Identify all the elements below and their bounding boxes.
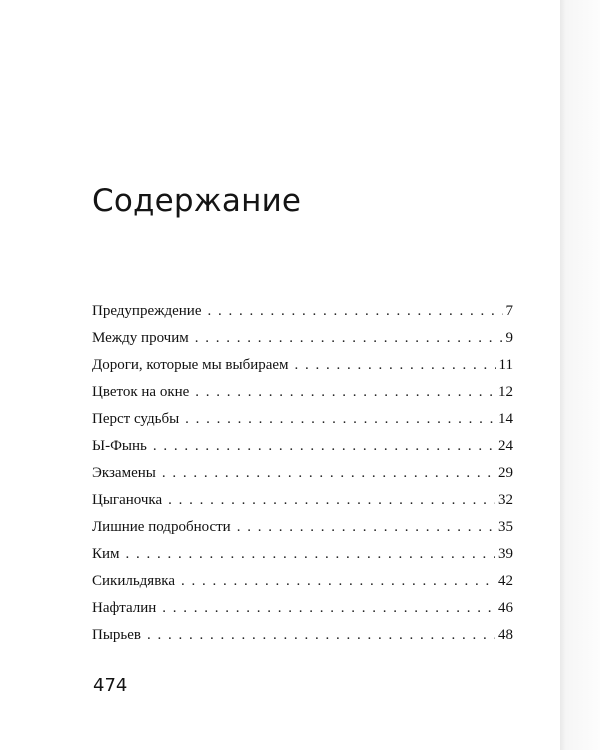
toc-entry	[92, 382, 513, 409]
toc-entry-title: Лишние подробности	[92, 519, 231, 535]
toc-entry-page: 11	[498, 357, 513, 373]
toc-entry-title: Между прочим	[92, 330, 189, 346]
page-number: 474	[93, 675, 128, 696]
toc-entry-page: 32	[498, 492, 513, 508]
toc-entry-title: Пырьев	[92, 627, 141, 643]
dot-leader	[295, 355, 496, 375]
toc-entry-title: Цыганочка	[92, 492, 163, 508]
toc-entry-page: 39	[498, 546, 513, 562]
dot-leader	[153, 436, 495, 456]
toc-entry-page: 35	[498, 519, 513, 535]
dot-leader	[195, 328, 503, 348]
toc-entry-title: Цветок на окне	[92, 384, 190, 400]
dot-leader	[147, 625, 495, 645]
toc-entry-page: 48	[498, 627, 513, 643]
dot-leader	[195, 382, 495, 402]
dot-leader	[185, 409, 495, 429]
toc-entry-title: Нафталин	[92, 600, 157, 616]
table-of-contents	[92, 301, 513, 652]
toc-entry-title: Дороги, которые мы выбираем	[92, 357, 289, 373]
toc-entry-page: 12	[498, 384, 513, 400]
toc-entry-title: Экзамены	[92, 465, 156, 481]
page-edge-shadow	[560, 0, 600, 750]
toc-entry	[92, 409, 513, 436]
toc-entry-title: Ким	[92, 546, 120, 562]
toc-entry	[92, 625, 513, 652]
toc-entry	[92, 598, 513, 625]
toc-entry-page: 7	[505, 303, 513, 319]
toc-entry-page: 14	[498, 411, 513, 427]
toc-entry	[92, 571, 513, 598]
toc-entry	[92, 517, 513, 544]
toc-entry	[92, 436, 513, 463]
toc-entry-title: Предупреждение	[92, 303, 202, 319]
toc-entry-title: Сикильдявка	[92, 573, 176, 589]
toc-entry	[92, 544, 513, 571]
toc-entry-page: 29	[498, 465, 513, 481]
toc-entry	[92, 355, 513, 382]
toc-entry	[92, 328, 513, 355]
dot-leader	[207, 301, 502, 321]
toc-entry-page: 42	[498, 573, 513, 589]
toc-entry	[92, 463, 513, 490]
dot-leader	[237, 517, 495, 537]
dot-leader	[162, 463, 495, 483]
dot-leader	[168, 490, 495, 510]
toc-entry-page: 24	[498, 438, 513, 454]
dot-leader	[162, 598, 495, 618]
page-title: Содержание	[92, 183, 302, 219]
toc-entry	[92, 490, 513, 517]
toc-entry-title: Перст судьбы	[92, 411, 180, 427]
dot-leader	[181, 571, 495, 591]
toc-entry-page: 46	[498, 600, 513, 616]
toc-entry-page: 9	[505, 330, 513, 346]
toc-entry-title: Ы-Фынь	[92, 438, 147, 454]
toc-entry	[92, 301, 513, 328]
dot-leader	[126, 544, 495, 564]
